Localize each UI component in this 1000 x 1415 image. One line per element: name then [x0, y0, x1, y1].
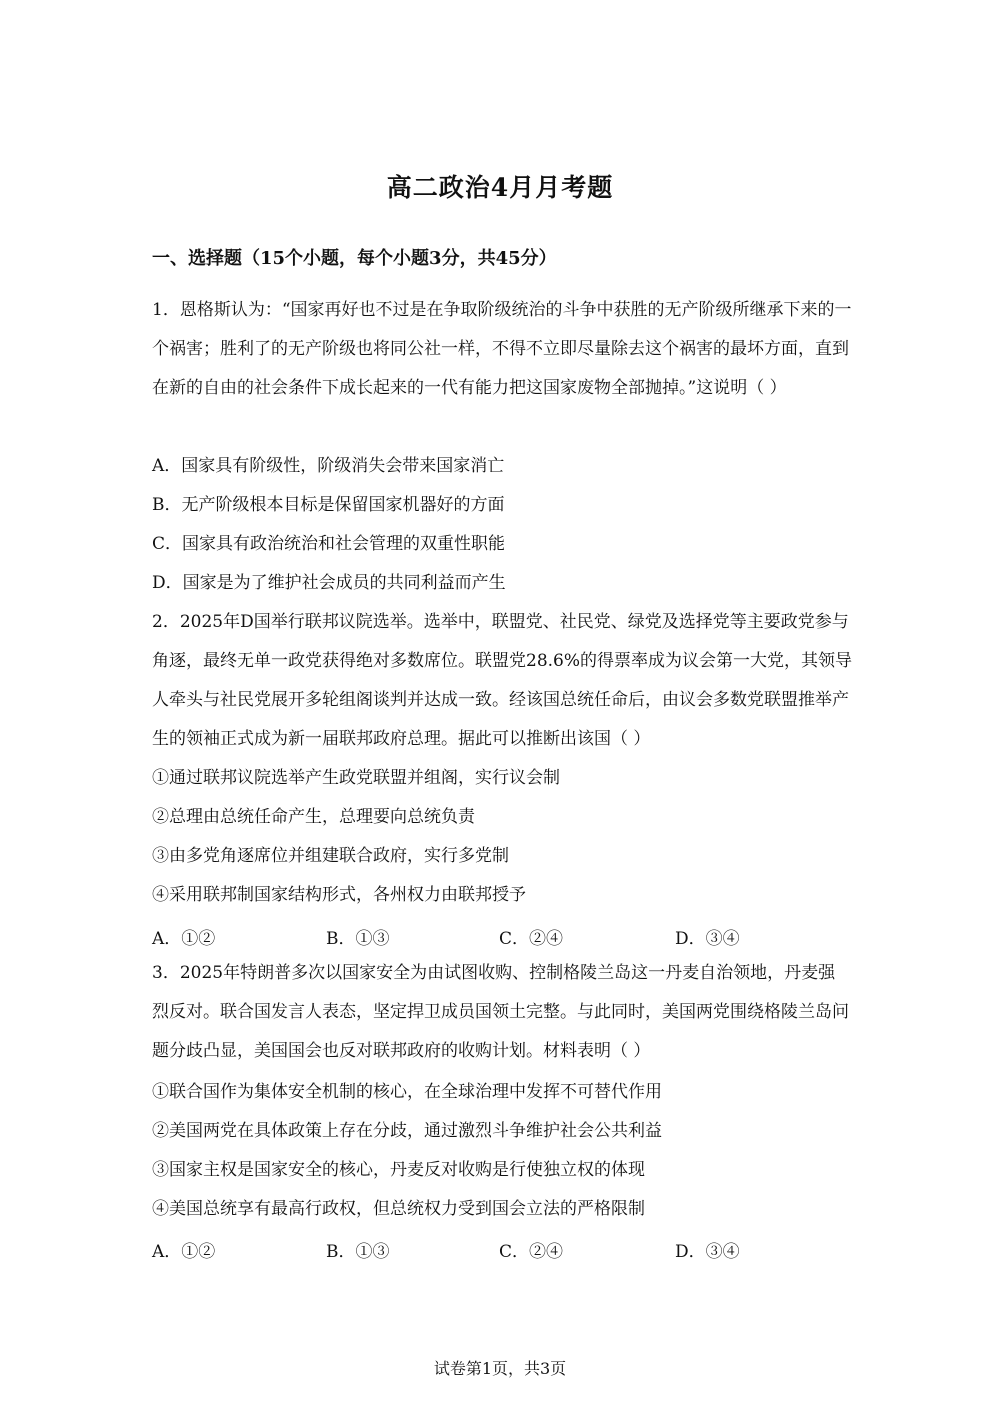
- question-2-choice-b: B．①③: [326, 929, 390, 949]
- question-2-choice-a: A．①②: [152, 929, 216, 949]
- question-1-option-c: C．国家具有政治统治和社会管理的双重性职能: [152, 534, 506, 554]
- question-1-option-a: A．国家具有阶级性，阶级消失会带来国家消亡: [152, 456, 505, 476]
- question-2-statement-3: ③由多党角逐席位并组建联合政府，实行多党制: [152, 846, 509, 866]
- question-2-choices: [152, 924, 852, 949]
- question-1-option-d: D．国家是为了维护社会成员的共同利益而产生: [152, 573, 506, 593]
- question-1-stem: 1．恩格斯认为：“国家再好也不过是在争取阶级统治的斗争中获胜的无产阶级所继承下来的一个祸害；胜利了的无产阶级也将同公社一样，不得不立即尽量除去这个祸害的最坏方面，直到在新的自由的社会条件下成长起来的一代有能力把这国家废物全部抛掉。”这说明（ ）: [152, 300, 852, 398]
- question-2-choice-d: D．③④: [675, 929, 740, 949]
- question-2-choice-c: C．②④: [499, 929, 564, 949]
- question-3-statement-3: ③国家主权是国家安全的核心，丹麦反对收购是行使独立权的体现: [152, 1160, 645, 1180]
- question-3-choice-b: B．①③: [326, 1242, 390, 1262]
- question-2-statement-4: ④采用联邦制国家结构形式，各州权力由联邦授予: [152, 885, 526, 905]
- page-title: 高二政治4月月考题: [386, 173, 614, 202]
- section-heading: 一、选择题（15个小题，每个小题3分，共45分）: [152, 248, 557, 269]
- question-3-stem: 3．2025年特朗普多次以国家安全为由试图收购、控制格陵兰岛这一丹麦自治领地，丹麦强烈反对。联合国发言人表态，坚定捍卫成员国领土完整。与此同时，美国两党围绕格陵兰岛问题分歧凸显，美国国会也反对联邦政府的收购计划。材料表明（ ）: [152, 963, 849, 1061]
- question-3-statement-1: ①联合国作为集体安全机制的核心，在全球治理中发挥不可替代作用: [152, 1082, 662, 1102]
- question-3-choice-a: A．①②: [152, 1242, 216, 1262]
- question-3-statement-2: ②美国两党在具体政策上存在分歧，通过激烈斗争维护社会公共利益: [152, 1121, 662, 1141]
- question-2-stem: 2．2025年D国举行联邦议院选举。选举中，联盟党、社民党、绿党及选择党等主要政党参与角逐，最终无单一政党获得绝对多数席位。联盟党28.6%的得票率成为议会第一大党，其领导人牵头与社民党展开多轮组阁谈判并达成一致。经该国总统任命后，由议会多数党联盟推举产生的领袖正式成为新一届联邦政府总理。据此可以推断出该国（ ）: [152, 612, 853, 749]
- question-2-statement-1: ①通过联邦议院选举产生政党联盟并组阁，实行议会制: [152, 768, 560, 788]
- question-3-choice-c: C．②④: [499, 1242, 564, 1262]
- page-footer: 试卷第1页，共3页: [433, 1359, 567, 1378]
- question-3-choices: [152, 1237, 852, 1262]
- question-3-choice-d: D．③④: [675, 1242, 740, 1262]
- question-3-statement-4: ④美国总统享有最高行政权，但总统权力受到国会立法的严格限制: [152, 1199, 645, 1219]
- question-2-statement-2: ②总理由总统任命产生，总理要向总统负责: [152, 807, 475, 827]
- question-1-option-b: B．无产阶级根本目标是保留国家机器好的方面: [152, 495, 505, 515]
